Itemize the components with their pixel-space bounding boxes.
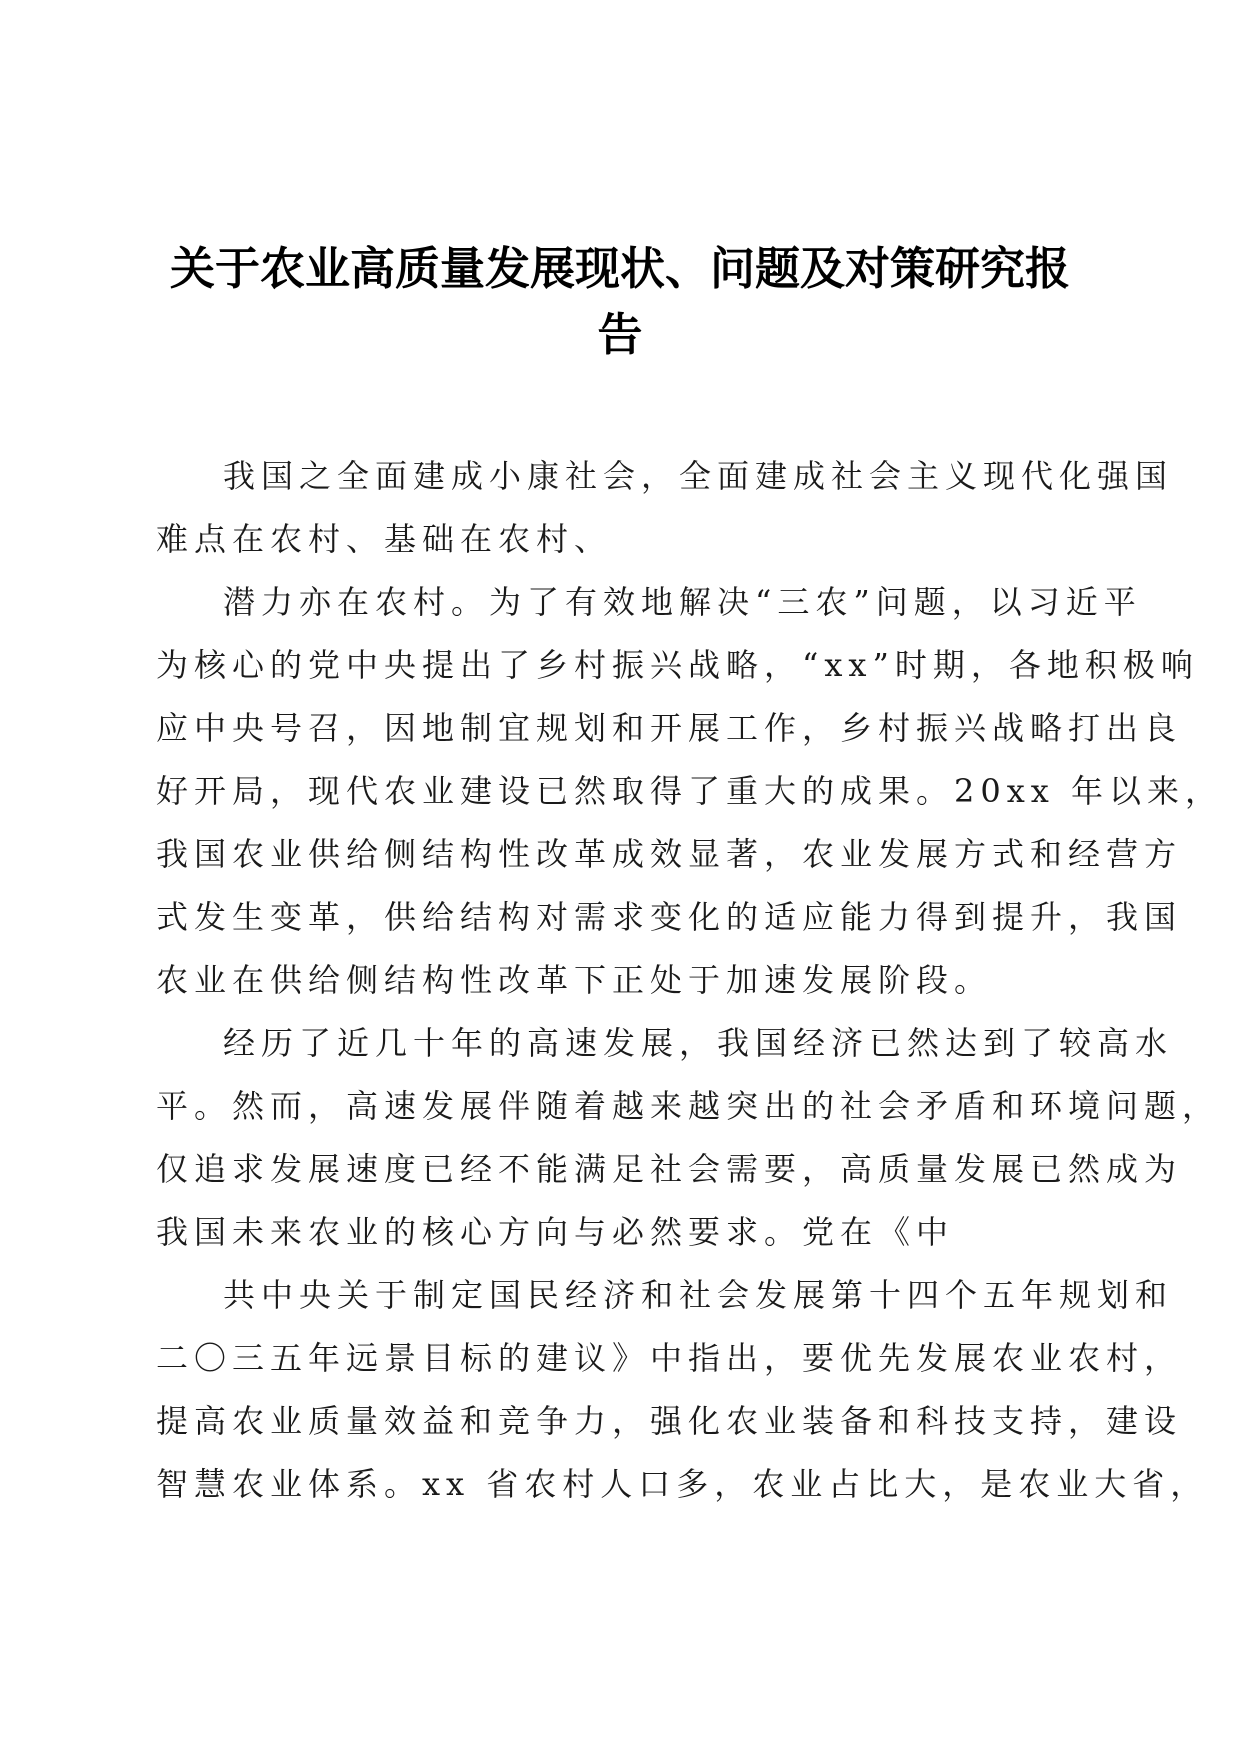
paragraph-line: 智慧农业体系。xx 省农村人口多，农业占比大，是农业大省， [156, 1465, 1209, 1503]
paragraph-line: 提高农业质量效益和竞争力，强化农业装备和科技支持，建设 [156, 1402, 1183, 1440]
paragraph-line: 二〇三五年远景目标的建议》中指出，要优先发展农业农村， [156, 1339, 1183, 1377]
paragraph-2 [156, 571, 1223, 1012]
title-line-2: 告 [597, 308, 643, 361]
paragraph-line: 好开局，现代农业建设已然取得了重大的成果。20xx 年以来， [156, 772, 1223, 810]
paragraph-line: 平。然而，高速发展伴随着越来越突出的社会矛盾和环境问题， [156, 1087, 1221, 1125]
document-body [156, 445, 1223, 1516]
paragraph-line: 为核心的党中央提出了乡村振兴战略，“xx”时期，各地积极响 [156, 646, 1199, 684]
paragraph-line: 农业在供给侧结构性改革下正处于加速发展阶段。 [156, 961, 993, 999]
paragraph-line: 我国农业供给侧结构性改革成效显著，农业发展方式和经营方 [156, 835, 1183, 873]
paragraph-line: 潜力亦在农村。为了有效地解决“三农”问题，以习近平 [223, 583, 1142, 621]
paragraph-line: 我国之全面建成小康社会，全面建成社会主义现代化强国 [223, 457, 1174, 495]
paragraph-line: 经历了近几十年的高速发展，我国经济已然达到了较高水 [223, 1024, 1174, 1062]
paragraph-1 [156, 445, 1174, 571]
paragraph-3 [156, 1012, 1221, 1264]
paragraph-line: 难点在农村、基础在农村、 [156, 520, 613, 558]
paragraph-line: 共中央关于制定国民经济和社会发展第十四个五年规划和 [223, 1276, 1174, 1314]
paragraph-line: 我国未来农业的核心方向与必然要求。党在《中 [156, 1213, 955, 1251]
title-line-1: 关于农业高质量发展现状、问题及对策研究报 [169, 242, 1070, 295]
paragraph-4 [156, 1264, 1209, 1516]
paragraph-line: 应中央号召，因地制宜规划和开展工作，乡村振兴战略打出良 [156, 709, 1183, 747]
document-title [150, 236, 1090, 368]
paragraph-line: 式发生变革，供给结构对需求变化的适应能力得到提升，我国 [156, 898, 1183, 936]
paragraph-line: 仅追求发展速度已经不能满足社会需要，高质量发展已然成为 [156, 1150, 1183, 1188]
